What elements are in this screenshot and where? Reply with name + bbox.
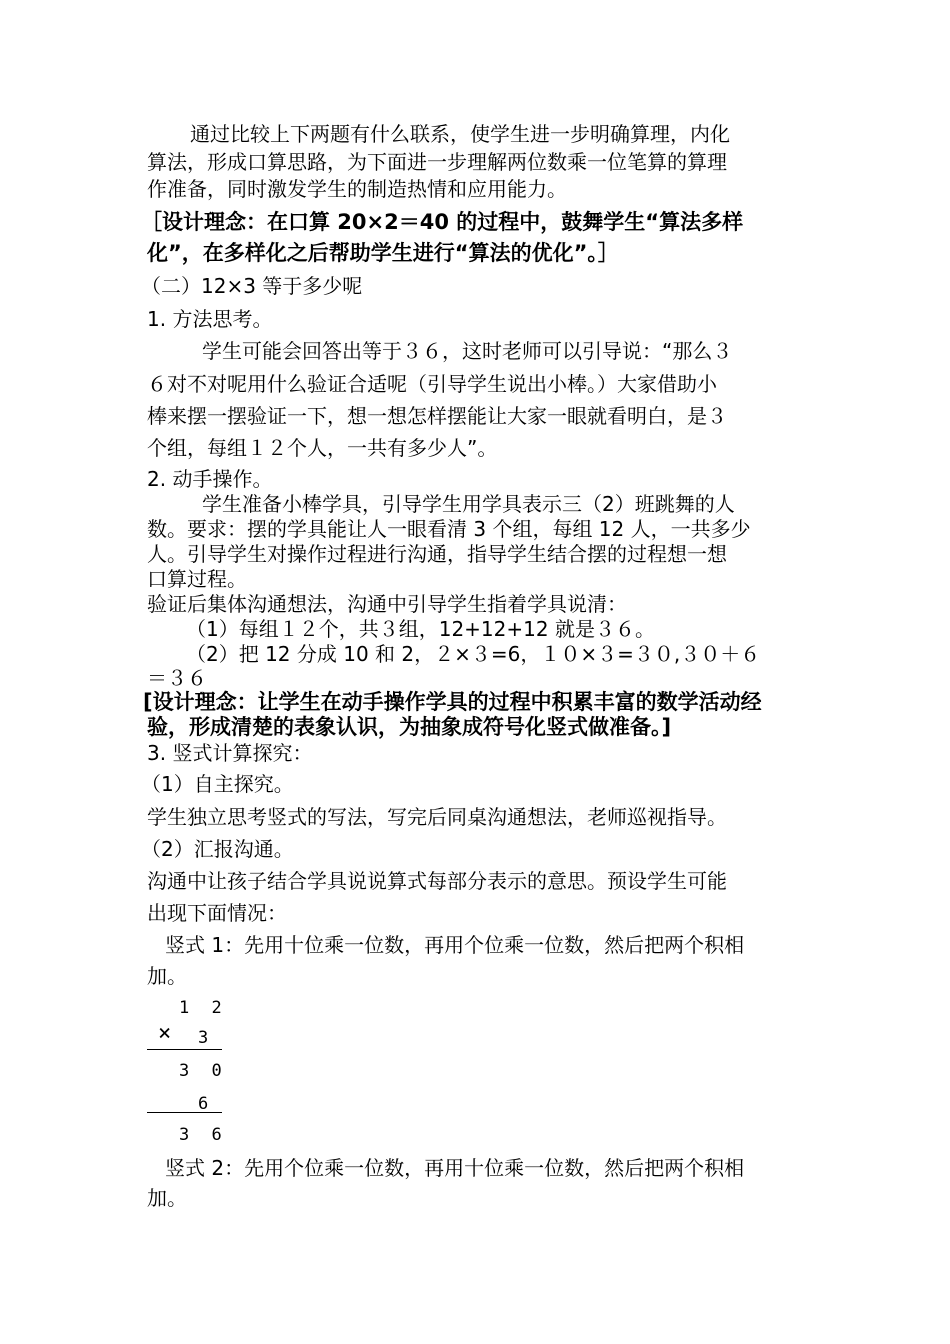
sub-1-body: 学生独立思考竖式的写法，写完后同桌沟通想法，老师巡视指导。: [147, 805, 727, 829]
vertical-form-1-line-1: 竖式 1：先用十位乘一位数，再用个位乘一位数，然后把两个积相: [165, 933, 745, 957]
step-1-line-1: 学生可能会回答出等于３６，这时老师可以引导说：“那么３: [202, 339, 733, 363]
intro-line-1: 通过比较上下两题有什么联系，使学生进一步明确算理，内化: [190, 122, 730, 146]
step-2-line-2: 数。要求：摆的学具能让人一眼看清 3 个组，每组 12 人，一共多少: [147, 517, 751, 541]
multiplicand: 1 2: [179, 998, 228, 1018]
step-1-line-3: 棒来摆一摆验证一下，想一想怎样摆能让大家一眼就看明白，是３: [147, 404, 727, 428]
step-2-title: 2. 动手操作。: [147, 467, 273, 491]
method-2-line-2: ＝３６: [147, 666, 207, 690]
multiplier: 3: [198, 1028, 215, 1048]
step-2-line-1: 学生准备小棒学具，引导学生用学具表示三（2）班跳舞的人: [202, 492, 735, 516]
step-1-line-4: 个组，每组１２个人，一共有多少人”。: [147, 436, 498, 460]
method-1: （1）每组１２个，共３组，12+12+12 就是３６。: [186, 617, 655, 641]
step-1-title: 1. 方法思考。: [147, 307, 273, 331]
vertical-form-2-line-1: 竖式 2：先用个位乘一位数，再用十位乘一位数，然后把两个积相: [165, 1156, 745, 1180]
sub-2-title: （2）汇报沟通。: [141, 837, 294, 861]
multiply-sign: ×: [158, 1021, 172, 1046]
calc-rule-1: [147, 1049, 222, 1050]
partial-product-2: 6: [198, 1094, 215, 1114]
calc-result: 3 6: [179, 1125, 228, 1145]
vertical-form-1-line-2: 加。: [147, 964, 187, 988]
method-2-line-1: （2）把 12 分成 10 和 2，２×３=6，１０×３=３０,３０＋６: [186, 642, 761, 666]
design-concept-1-line-2: 化”，在多样化之后帮助学生进行“算法的优化”。］: [147, 241, 619, 265]
calc-rule-2: [147, 1112, 222, 1113]
intro-line-3: 作准备，同时激发学生的制造热情和应用能力。: [147, 177, 567, 201]
section-2-title: （二）12×3 等于多少呢: [141, 274, 363, 298]
step-3-title: 3. 竖式计算探究：: [147, 741, 313, 765]
sub-1-title: （1）自主探究。: [141, 772, 294, 796]
partial-product-1: 3 0: [179, 1061, 228, 1081]
sub-2-line-2: 出现下面情况：: [147, 901, 287, 925]
verify-text: 验证后集体沟通想法，沟通中引导学生指着学具说清：: [147, 592, 627, 616]
design-concept-2-line-1: [设计理念：让学生在动手操作学具的过程中积累丰富的数学活动经: [143, 690, 762, 714]
vertical-form-2-line-2: 加。: [147, 1186, 187, 1210]
intro-line-2: 算法，形成口算思路，为下面进一步理解两位数乘一位笔算的算理: [147, 150, 727, 174]
design-concept-1-line-1: ［设计理念：在口算 20×2＝40 的过程中，鼓舞学生“算法多样: [141, 210, 744, 234]
step-2-line-4: 口算过程。: [147, 567, 247, 591]
step-2-line-3: 人。引导学生对操作过程进行沟通，指导学生结合摆的过程想一想: [147, 542, 727, 566]
sub-2-line-1: 沟通中让孩子结合学具说说算式每部分表示的意思。预设学生可能: [147, 869, 727, 893]
step-1-line-2: ６对不对呢用什么验证合适呢（引导学生说出小棒。）大家借助小: [147, 372, 717, 396]
design-concept-2-line-2: 验，形成清楚的表象认识，为抽象成符号化竖式做准备。]: [147, 715, 672, 739]
